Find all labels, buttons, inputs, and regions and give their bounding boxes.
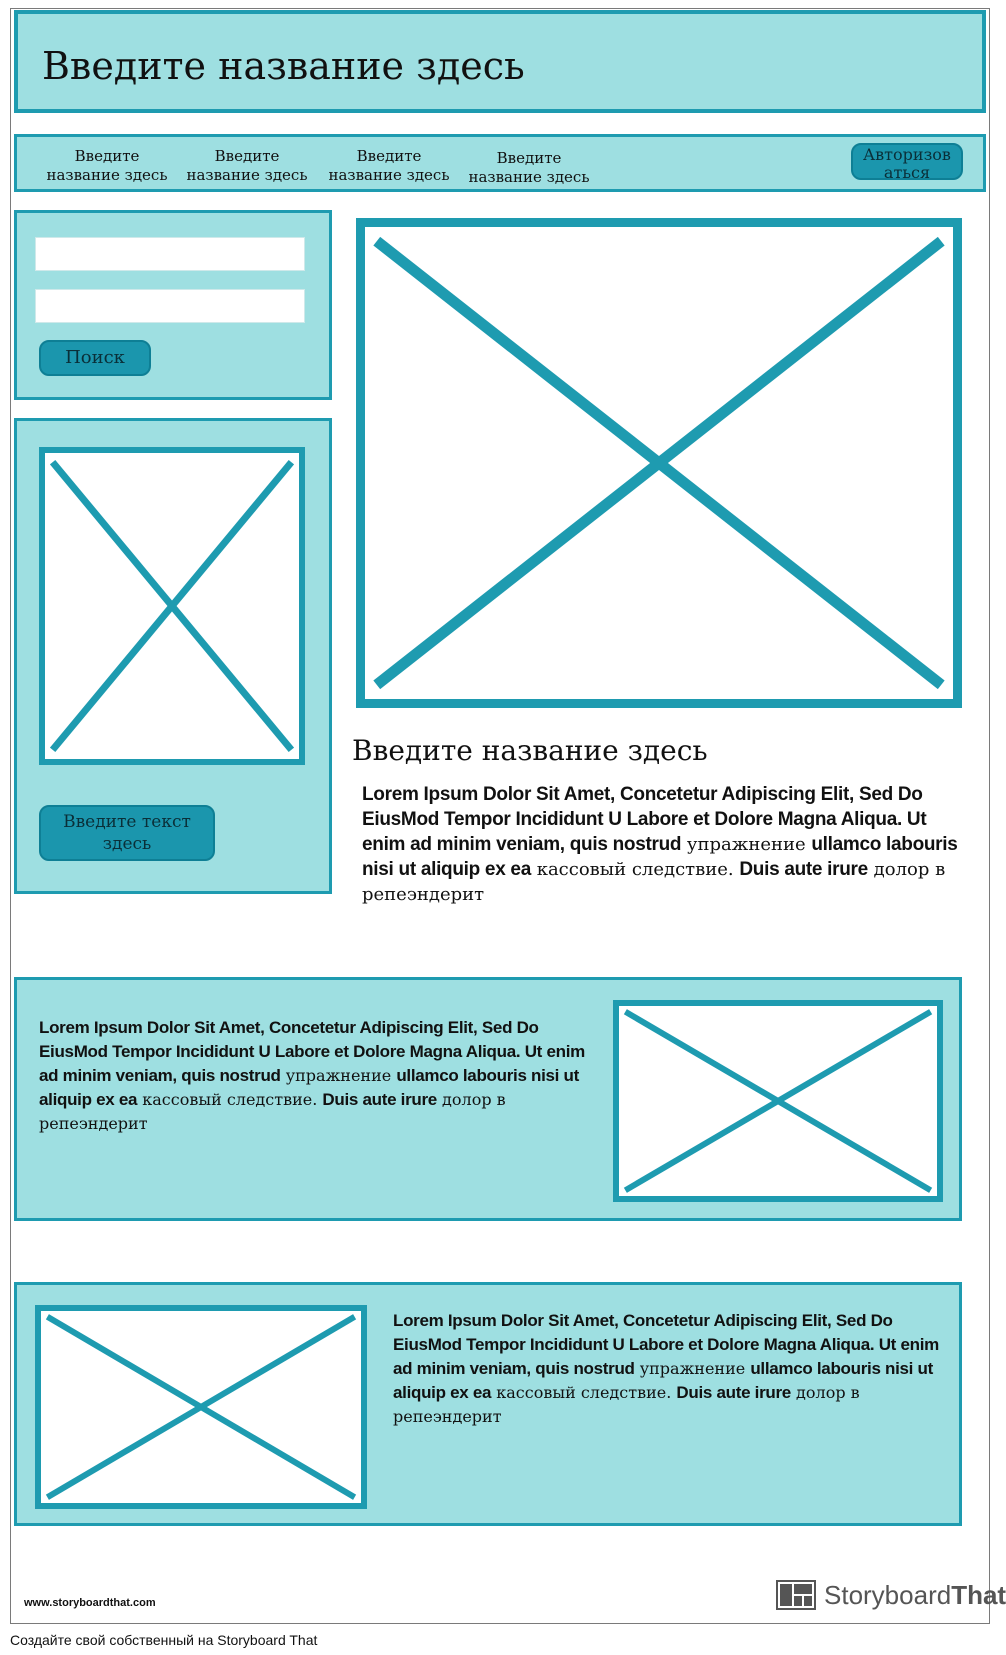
login-button-line1: Авторизов — [863, 145, 951, 164]
section-a-image-placeholder — [613, 1000, 943, 1202]
search-input-2[interactable] — [35, 289, 305, 323]
nav-item-2-line1: Введите — [214, 147, 280, 165]
nav-item-4-line2: название здесь — [468, 168, 590, 186]
section-a-text-bold-3: Duis aute irure — [322, 1090, 437, 1109]
nav-item-2[interactable] — [177, 147, 317, 185]
section-b-text-regular-3: долор в репеэндерит — [393, 1383, 860, 1426]
section-a-text-regular-3: долор в репеэндерит — [39, 1090, 506, 1133]
nav-item-3-line2: название здесь — [328, 166, 450, 184]
footer-url[interactable]: www.storyboardthat.com — [24, 1597, 156, 1609]
search-input-1[interactable] — [35, 237, 305, 271]
main-text-regular-1: упражнение — [681, 834, 812, 855]
nav-item-3[interactable] — [319, 147, 459, 185]
sidebar-image-placeholder — [39, 447, 305, 765]
section-b-text-bold-1: Lorem Ipsum Dolor Sit Amet, Concetetur Adipiscing Elit, Sed Do EiusMod Tempor Incididunt U Labore et Dolore Magna Aliqua. Ut enim ad minim veniam, quis nostrud — [393, 1311, 939, 1378]
brand-name-part1: Storyboard — [824, 1579, 952, 1610]
section-b-text-bold-3: Duis aute irure — [676, 1383, 791, 1402]
bottom-caption[interactable]: Создайте свой собственный на Storyboard That — [10, 1632, 318, 1648]
brand-name — [824, 1580, 1006, 1611]
sidebar-text-button[interactable] — [39, 805, 215, 861]
sidebar-panel — [14, 418, 332, 894]
main-text-bold-2: ullamco labouris nisi ut aliquip ex ea — [362, 834, 958, 880]
sidebar-button-line1: Введите текст — [63, 812, 191, 832]
image-placeholder-icon — [365, 227, 953, 699]
main-heading: Введите название здесь — [352, 734, 708, 767]
nav-item-4[interactable] — [459, 149, 599, 187]
section-a-text-regular-2: кассовый следствие. — [137, 1090, 323, 1109]
section-b-text-bold-2: ullamco labouris nisi ut aliquip ex ea — [393, 1359, 933, 1402]
storyboardthat-brand[interactable] — [776, 1580, 1006, 1610]
main-text-regular-2: кассовый следствие. — [530, 859, 740, 880]
section-a-text-bold-1: Lorem Ipsum Dolor Sit Amet, Concetetur Adipiscing Elit, Sed Do EiusMod Tempor Incididunt U Labore et Dolore Magna Aliqua. Ut enim ad minim veniam, quis nostrud — [39, 1018, 585, 1085]
login-button[interactable] — [851, 143, 963, 180]
brand-name-part2: That — [951, 1579, 1006, 1610]
nav-item-1-line1: Введите — [74, 147, 140, 165]
search-button[interactable]: Поиск — [39, 340, 151, 376]
main-text-bold-1: Lorem Ipsum Dolor Sit Amet, Concetetur Adipiscing Elit, Sed Do EiusMod Tempor Incididunt U Labore et Dolore Magna Aliqua. Ut enim ad minim veniam, quis nostrud — [362, 784, 927, 855]
section-b-text-regular-2: кассовый следствие. — [491, 1383, 677, 1402]
storyboard-logo-icon — [776, 1580, 816, 1610]
nav-item-3-line1: Введите — [356, 147, 422, 165]
main-image-placeholder — [356, 218, 962, 708]
section-b-image-placeholder — [35, 1305, 367, 1509]
nav-bar — [14, 134, 986, 192]
nav-item-4-line1: Введите — [496, 149, 562, 167]
section-b-text-regular-1: упражнение — [634, 1359, 751, 1378]
content-section-a — [14, 977, 962, 1221]
sidebar-button-line2: здесь — [102, 834, 152, 854]
section-a-text — [39, 1016, 587, 1136]
nav-item-1[interactable] — [37, 147, 177, 185]
page-title: Введите название здесь — [42, 44, 525, 88]
login-button-line2: аться — [883, 163, 931, 182]
image-placeholder-icon — [619, 1006, 937, 1196]
section-a-text-regular-1: упражнение — [280, 1066, 397, 1085]
main-text-regular-3: долор в репеэндерит — [362, 859, 946, 905]
nav-item-1-line2: название здесь — [46, 166, 168, 184]
header-bar — [14, 10, 986, 113]
image-placeholder-icon — [45, 453, 299, 759]
content-section-b — [14, 1282, 962, 1526]
section-b-text — [393, 1309, 945, 1429]
main-text-bold-3: Duis aute irure — [739, 859, 868, 880]
main-body-text — [362, 782, 964, 907]
nav-item-2-line2: название здесь — [186, 166, 308, 184]
image-placeholder-icon — [41, 1311, 361, 1503]
section-a-text-bold-2: ullamco labouris nisi ut aliquip ex ea — [39, 1066, 579, 1109]
search-panel — [14, 210, 332, 400]
